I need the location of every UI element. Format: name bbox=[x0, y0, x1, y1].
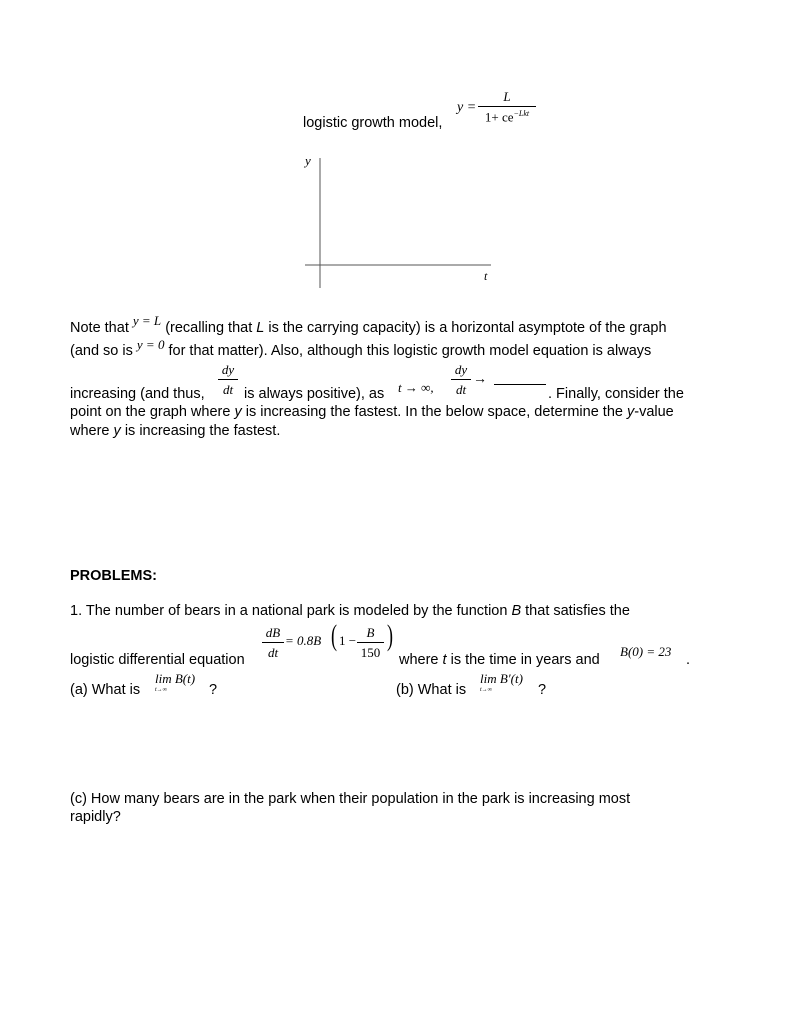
note-line-5 bbox=[70, 424, 280, 439]
note-l4-b: is increasing the fastest. In the below space, determine the bbox=[245, 404, 623, 420]
note-dydt-1-den: dt bbox=[222, 382, 234, 397]
note-line3-b: is always positive), as bbox=[244, 386, 385, 402]
intro-eq-den-base: 1+ ce bbox=[484, 109, 514, 125]
de-num: dB bbox=[262, 625, 284, 643]
de-inner-frac bbox=[357, 625, 384, 661]
intro-eq-den-exp: −Lkt bbox=[513, 109, 530, 118]
note-line3-c: . Finally, consider the bbox=[548, 386, 684, 402]
graph-y-label: y bbox=[305, 153, 311, 168]
note-line-2 bbox=[70, 337, 652, 359]
note-l1-c: is the carrying capacity) is a horizontal asymptote of the graph bbox=[268, 320, 667, 336]
problem-1-line-1 bbox=[70, 604, 630, 619]
answer-blank[interactable] bbox=[494, 384, 546, 385]
part-b-q: ? bbox=[538, 682, 547, 698]
note-l1-b: (recalling that bbox=[165, 320, 253, 336]
note-l4-yval: y bbox=[626, 404, 635, 420]
p1-t: t bbox=[442, 652, 447, 668]
p1-line2-a: logistic differential equation bbox=[70, 652, 245, 668]
note-dydt-frac-1 bbox=[218, 362, 238, 398]
problems-heading: PROBLEMS: bbox=[70, 568, 157, 584]
part-a-q: ? bbox=[209, 682, 218, 698]
part-a-label: (a) What is bbox=[70, 682, 141, 698]
note-line-4 bbox=[70, 405, 674, 420]
note-line-1 bbox=[70, 313, 667, 336]
p1-l2-b: where bbox=[399, 652, 439, 668]
note-line3-limit: t → ∞, bbox=[398, 380, 434, 395]
note-l1-a: Note that bbox=[70, 320, 129, 336]
de-den: dt bbox=[267, 645, 279, 660]
de-open-paren: ( bbox=[331, 619, 337, 652]
note-dydt-2-num: dy bbox=[451, 362, 471, 380]
part-b-lim: lim B′(t) bbox=[480, 671, 523, 686]
p1-init: B(0) = 23 bbox=[620, 644, 672, 659]
part-b-label: (b) What is bbox=[396, 682, 467, 698]
part-c-line-1: (c) How many bears are in the park when their population in the park is increasing most bbox=[70, 791, 631, 807]
note-dydt-2-den: dt bbox=[455, 382, 467, 397]
note-l2-math: y = 0 bbox=[136, 337, 165, 352]
de-lhs-frac bbox=[262, 625, 284, 661]
p1-l2-c: is the time in years and bbox=[450, 652, 600, 668]
note-l2-b: for that matter). Also, although this logistic growth model equation is always bbox=[168, 343, 652, 359]
note-l5-b: is increasing the fastest. bbox=[124, 423, 281, 439]
note-l5-a: where bbox=[70, 423, 110, 439]
note-arrow: → bbox=[473, 372, 487, 387]
intro-label: logistic growth model, bbox=[303, 115, 443, 131]
note-l2-a: (and so is bbox=[70, 343, 133, 359]
intro-eq-numerator: L bbox=[478, 89, 536, 107]
note-l4-a: point on the graph where bbox=[70, 404, 231, 420]
note-l5-y: y bbox=[113, 423, 121, 439]
de-one-minus: 1 − bbox=[339, 633, 357, 648]
graph-t-label: t bbox=[484, 269, 488, 283]
part-b-sub: t→∞ bbox=[480, 687, 492, 693]
de-close-paren: ) bbox=[387, 619, 393, 652]
note-dydt-1-num: dy bbox=[218, 362, 238, 380]
de-mid: = 0.8B bbox=[285, 633, 322, 648]
p1-line2-b-group bbox=[399, 653, 600, 668]
note-l4-c: -value bbox=[634, 404, 674, 420]
part-a-lim: lim B(t) bbox=[155, 671, 196, 686]
p1-period: . bbox=[686, 652, 691, 668]
p1-l1-b: that satisfies the bbox=[525, 603, 630, 619]
note-l1-math: y = L bbox=[132, 313, 162, 328]
note-line3-a: increasing (and thus, bbox=[70, 386, 205, 402]
de-inner-den: 150 bbox=[360, 645, 381, 660]
p1-B: B bbox=[511, 603, 522, 619]
note-l4-y: y bbox=[234, 404, 242, 420]
note-dydt-frac-2 bbox=[451, 362, 471, 398]
note-l1-L: L bbox=[256, 320, 265, 336]
part-a-sub: t→∞ bbox=[155, 687, 167, 693]
intro-eq-lhs: y = bbox=[457, 100, 477, 115]
de-inner-num: B bbox=[357, 625, 384, 643]
p1-l1-a: 1. The number of bears in a national park is modeled by the function bbox=[70, 603, 508, 619]
part-c-line-2: rapidly? bbox=[70, 809, 121, 825]
